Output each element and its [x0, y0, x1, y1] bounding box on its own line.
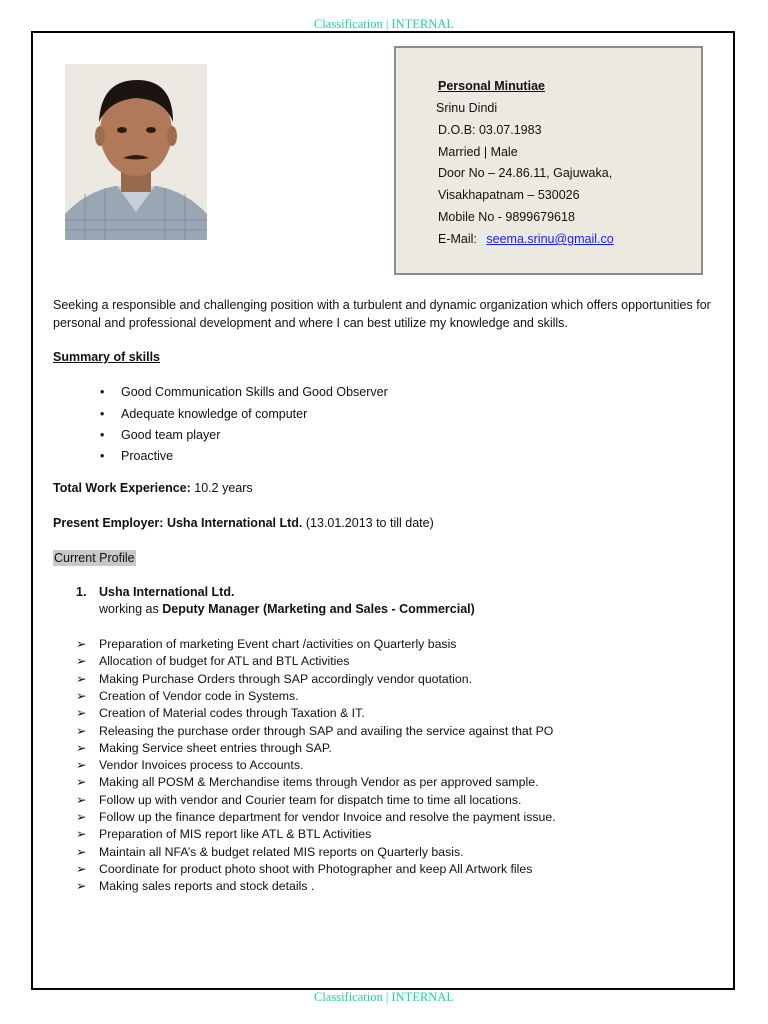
employer-label: Present Employer: — [53, 516, 164, 530]
address-line-2: Visakhapatnam – 530026 — [438, 188, 580, 202]
duty-item: ➢ Follow up with vendor and Courier team for dispatch time to time all locations. — [76, 792, 522, 807]
email-row — [438, 232, 614, 246]
arrow-bullet-icon: ➢ — [76, 844, 87, 859]
total-experience — [53, 481, 253, 495]
career-objective: Seeking a responsible and challenging position with a turbulent and dynamic organization which offers opportunities for personal and professional development and where I can best utilize my knowledge and skills. — [53, 298, 711, 330]
arrow-bullet-icon: ➢ — [76, 637, 87, 651]
duty-item: ➢ Maintain all NFA’s & budget related MIS reports on Quarterly basis. — [76, 844, 464, 859]
arrow-bullet-icon: ➢ — [76, 861, 87, 876]
arrow-bullet-icon: ➢ — [76, 879, 87, 894]
employer-dates: (13.01.2013 to till date) — [305, 516, 434, 530]
duty-item: ➢ Vendor Invoices process to Accounts. — [76, 758, 304, 773]
duty-item: ➢ Allocation of budget for ATL and BTL Activities — [76, 654, 350, 669]
skills-heading: Summary of skills — [53, 350, 160, 364]
arrow-bullet-icon: ➢ — [76, 827, 87, 842]
date-of-birth: D.O.B: 03.07.1983 — [438, 123, 542, 137]
profile-role: working as Deputy Manager (Marketing and Sales - Commercial) — [99, 602, 475, 616]
classification-header: Classification | INTERNAL — [314, 17, 454, 31]
arrow-bullet-icon: ➢ — [76, 740, 87, 755]
address-line-1: Door No – 24.86.11, Gajuwaka, — [438, 166, 613, 180]
profile-heading: Current Profile — [54, 551, 135, 565]
duty-item: ➢ Preparation of MIS report like ATL & BTL Activities — [76, 827, 372, 842]
profile-number: 1. — [76, 585, 87, 599]
arrow-bullet-icon: ➢ — [76, 758, 87, 773]
arrow-bullet-icon: ➢ — [76, 792, 87, 807]
duty-item: ➢ Follow up the finance department for vendor Invoice and resolve the payment issue. — [76, 810, 556, 824]
skill-item: • Adequate knowledge of computer — [100, 407, 308, 421]
personal-details-box — [394, 46, 703, 275]
skill-item: • Proactive — [100, 449, 174, 463]
personal-heading: Personal Minutiae — [438, 79, 545, 93]
arrow-bullet-icon: ➢ — [76, 654, 87, 669]
arrow-bullet-icon: ➢ — [76, 671, 87, 686]
email-label: E-Mail: — [438, 232, 477, 246]
arrow-bullet-icon: ➢ — [76, 688, 87, 703]
experience-value: 10.2 years — [194, 481, 253, 495]
duty-item: ➢ Making Service sheet entries through SAP. — [76, 740, 332, 755]
profile-organization: Usha International Ltd. — [99, 585, 235, 599]
arrow-bullet-icon: ➢ — [76, 723, 87, 738]
arrow-bullet-icon: ➢ — [76, 775, 87, 790]
duty-item: ➢ Coordinate for product photo shoot with Photographer and keep All Artwork files — [76, 861, 533, 876]
duty-item: ➢ Creation of Material codes through Taxation & IT. — [76, 706, 365, 721]
arrow-bullet-icon: ➢ — [76, 810, 87, 824]
profile-photo — [65, 64, 207, 240]
marital-status: Married | Male — [438, 145, 518, 159]
classification-footer: Classification | INTERNAL — [314, 990, 454, 1004]
email-link[interactable]: seema.srinu@gmail.co — [486, 232, 614, 246]
present-employer — [53, 516, 434, 530]
duty-item: ➢ Creation of Vendor code in Systems. — [76, 688, 299, 703]
candidate-name: Srinu Dindi — [436, 101, 498, 115]
skill-item: • Good team player — [100, 428, 221, 442]
duty-item: ➢ Releasing the purchase order through SAP and availing the service against that PO — [76, 723, 554, 738]
arrow-bullet-icon: ➢ — [76, 706, 87, 721]
duty-item: ➢ Preparation of marketing Event chart /activities on Quarterly basis — [76, 637, 457, 651]
duty-item: ➢ Making Purchase Orders through SAP accordingly vendor quotation. — [76, 671, 472, 686]
mobile-number: Mobile No - 9899679618 — [438, 210, 575, 224]
duty-item: ➢ Making sales reports and stock details . — [76, 879, 315, 894]
skill-item: • Good Communication Skills and Good Observer — [100, 385, 388, 399]
experience-label: Total Work Experience: — [53, 481, 191, 495]
duty-item: ➢ Making all POSM & Merchandise items through Vendor as per approved sample. — [76, 775, 539, 790]
employer-name: Usha International Ltd. — [166, 516, 303, 530]
